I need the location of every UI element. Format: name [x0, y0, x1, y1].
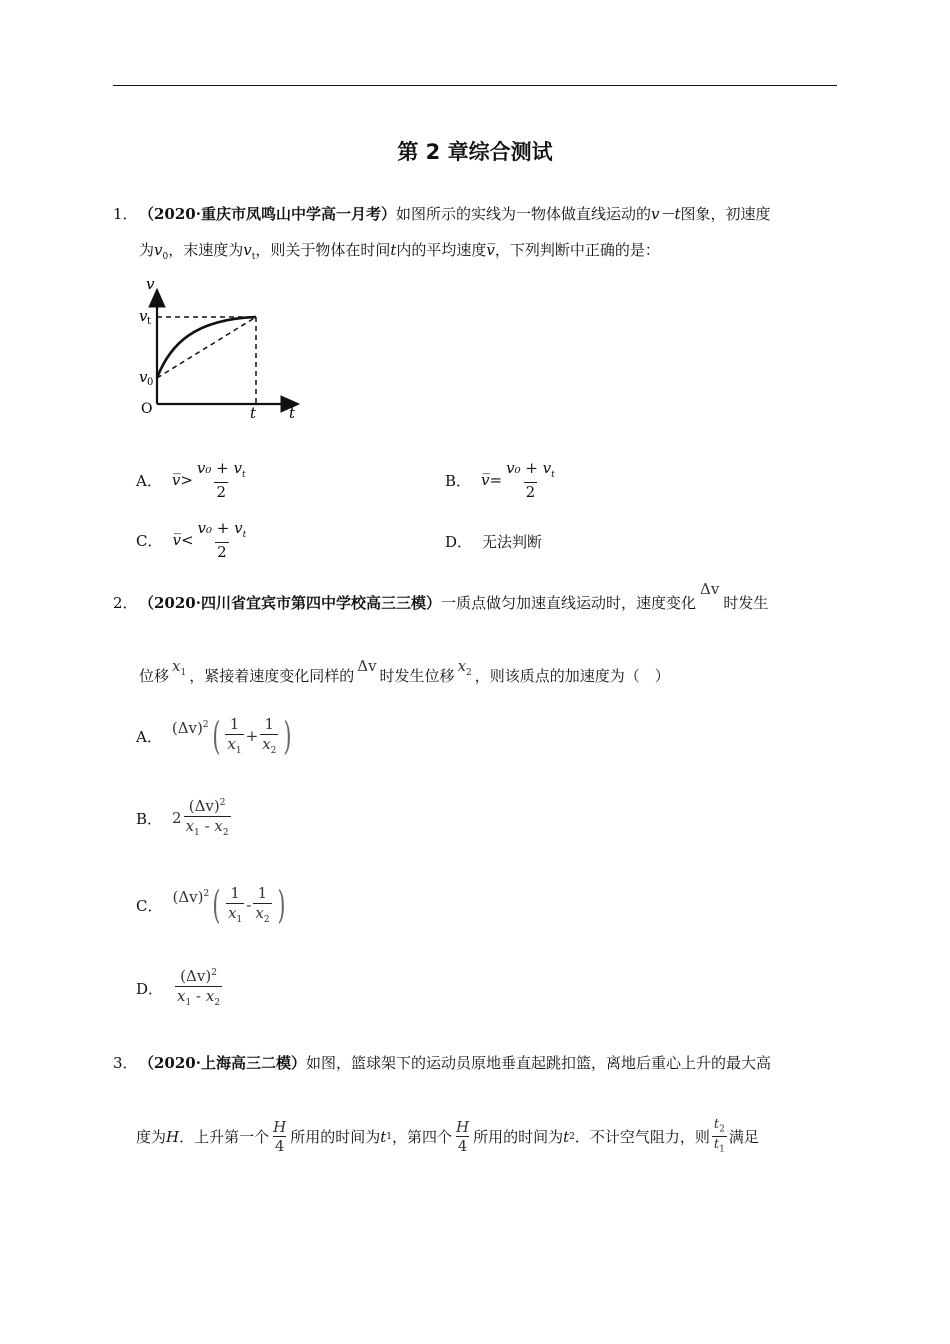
q1-line2 [139, 240, 660, 267]
q1-option-c-num: v₀ + v [197, 519, 243, 537]
q3-frac2-den: 4 [457, 1137, 468, 1156]
q1-vt-graph [130, 274, 310, 424]
q1-v0: v [154, 241, 163, 259]
q3-line2 [136, 1118, 759, 1156]
q1-option-c-op: < [180, 531, 194, 550]
q1-option-a-num-sub: t [241, 470, 246, 480]
q2-option-b-label: B． [136, 809, 163, 828]
q2-option-c-d2: x [255, 903, 264, 922]
q1-vbar: v̅ [486, 241, 495, 259]
graph-label-v0-sub: 0 [147, 377, 154, 388]
q1-option-c-den: 2 [217, 542, 227, 561]
q3-frac2-num: H [456, 1117, 470, 1136]
q1-option-d-text: 无法判断 [482, 533, 543, 551]
q2-option-a-n1: 1 [229, 715, 240, 733]
q1-v0-sub: 0 [162, 252, 169, 262]
q1-text-a: 为 [139, 241, 155, 259]
q1-text-d: 内的平均速度 [396, 241, 487, 259]
q1-option-c-num-sub: t [242, 530, 247, 540]
q1-option-c-lhs: v̅ [172, 531, 181, 550]
q2-option-a-exp: 2 [202, 720, 209, 731]
q2-option-c-d1s: 1 [236, 914, 243, 925]
q1-option-b[interactable] [445, 460, 559, 500]
q2-option-d-exp: 2 [211, 968, 217, 978]
q3-source: （2020·上海高三二模） [139, 1054, 306, 1072]
q1-text-e: ，下列判断中正确的是： [494, 241, 660, 259]
q3-t1-sub: 1 [386, 1131, 392, 1142]
q3-text-a: 度为 [136, 1127, 167, 1146]
q1-vt: v [243, 241, 252, 259]
q1-text-b: ，末速度为 [168, 241, 244, 259]
q3-number: 3． [113, 1054, 138, 1072]
q1-option-c-label: C． [136, 531, 163, 550]
graph-label-vt-sub: t [147, 316, 152, 327]
q1-t: t [390, 241, 397, 259]
q2-option-d-d1s: 1 [185, 997, 192, 1008]
q2-x2: x [457, 657, 467, 675]
q2-source: （2020·四川省宜宾市第四中学校高三三模） [139, 594, 441, 612]
q2-number: 2． [113, 594, 138, 612]
q1-text-c: ，则关于物体在时间 [255, 241, 391, 259]
q3-text-b: ．上升第一个 [179, 1127, 270, 1146]
q3-text-c: 所用的时间为 [290, 1127, 381, 1146]
q2-dv-1: Δv [700, 580, 720, 598]
q2-text-d: ，则该质点的加速度为（ ） [474, 667, 670, 685]
q2-x1: x [172, 657, 181, 675]
q1-option-b-den: 2 [525, 482, 536, 501]
graph-label-v0: v [139, 368, 148, 386]
q3-ratio-num: t [713, 1117, 720, 1132]
page-title: 第 2 章综合测试 [397, 140, 553, 164]
q1-option-a-frac [195, 460, 248, 500]
q3-t1: t [380, 1127, 387, 1146]
q1-option-b-num: v₀ + v [506, 459, 552, 477]
q2-option-a[interactable]: A． $(\Delta v)^2$ ( $\frac{1}{x_1}$ + $\frac{1}{x_2}$ ) [136, 714, 292, 759]
q2-x2-sub: 2 [466, 668, 472, 678]
q3-text-g: 满足 [728, 1127, 759, 1146]
q2-option-b[interactable] [136, 798, 233, 838]
q2-dv-2: Δv [357, 657, 377, 675]
q2-text-b: ，紧接着速度变化同样的 [189, 667, 355, 685]
q2-option-b-exp: 2 [219, 798, 226, 808]
q2-option-c-n1: 1 [230, 884, 240, 902]
q3-text-e: 所用的时间为 [473, 1127, 564, 1146]
q2-option-b-d1s: 1 [194, 827, 200, 838]
q2-text-a: 位移 [139, 667, 170, 685]
q2-option-a-sq: (Δv) [171, 719, 203, 738]
q1-option-b-label: B． [445, 471, 472, 490]
graph-axis-v: v [146, 275, 155, 293]
q2-option-c-n2: 1 [257, 884, 268, 902]
q2-option-d-num: (Δv) [180, 967, 212, 985]
q2-option-d-op: - [196, 986, 202, 1005]
q2-option-c-d2s: 2 [263, 914, 270, 925]
q1-option-b-op: = [489, 471, 503, 490]
q2-option-b-num: (Δv) [188, 797, 220, 815]
q3-t2-sub: 2 [569, 1131, 575, 1142]
q1-option-a-num: v₀ + v [196, 459, 242, 477]
graph-axis-t: t [289, 404, 296, 422]
q2-option-b-d1: x [185, 816, 195, 835]
q1-option-a-op: > [180, 471, 193, 490]
q2-option-b-d2: x [214, 816, 223, 835]
q1-option-d-label: D． [445, 533, 473, 551]
q3-ratio-den-sub: 1 [719, 1145, 725, 1156]
q3-text-d: ，第四个 [392, 1127, 453, 1146]
q1-option-a[interactable] [136, 460, 250, 500]
q2-option-a-d2s: 2 [270, 745, 277, 756]
q2-text: 一质点做匀加速直线运动时，速度变化 [440, 594, 696, 612]
q2-text-tail: 时发生 [723, 594, 769, 612]
q3-ratio-num-sub: 2 [719, 1124, 725, 1135]
q1-option-b-frac [504, 460, 557, 500]
q3-text: 如图，篮球架下的运动员原地垂直起跳扣篮，离地后重心上升的最大高 [305, 1054, 771, 1072]
q3-line1 [139, 1053, 771, 1073]
q2-option-a-d2: x [262, 734, 271, 753]
q3-text-f: ．不计空气阻力，则 [574, 1127, 710, 1146]
graph-label-t: t [250, 404, 257, 422]
q1-option-b-lhs: v̅ [481, 471, 490, 490]
q2-line1 [139, 580, 769, 613]
q2-option-c-sq: (Δv) [172, 888, 204, 907]
q3-H: H [166, 1127, 180, 1146]
q2-option-a-label: A． [136, 727, 162, 746]
q2-x1-sub: 1 [180, 668, 187, 678]
q1-number: 1． [113, 205, 138, 223]
q2-option-d-d2: x [205, 986, 215, 1005]
q2-option-c[interactable]: C． $(\Delta v)^2$ ( $\frac{1}{x_1}$ - $\frac{1}{x_2}$ ) [136, 883, 286, 928]
q1-text: 如图所示的实线为一物体做直线运动的 [395, 205, 651, 223]
q2-option-a-n2: 1 [264, 715, 275, 733]
q1-option-c-frac [196, 520, 249, 560]
q3-frac1-den: 4 [274, 1137, 285, 1156]
q2-option-d-d1: x [177, 986, 186, 1005]
q1-option-a-den: 2 [216, 482, 227, 501]
q1-source: （2020·重庆市凤鸣山中学高一月考） [139, 205, 396, 223]
q1-text-tail: 图象，初速度 [680, 205, 771, 223]
q3-frac1-num: H [273, 1117, 287, 1136]
header-rule [113, 85, 837, 86]
q2-option-c-exp: 2 [203, 889, 210, 900]
q2-option-c-d1: x [228, 903, 237, 922]
q1-option-b-num-sub: t [551, 470, 555, 480]
q2-option-a-d1s: 1 [235, 745, 242, 756]
q2-option-a-d1: x [227, 734, 236, 753]
q1-line1 [139, 204, 771, 224]
q2-option-b-op: - [204, 816, 210, 835]
graph-label-vt: v [139, 307, 148, 325]
q2-option-d-d2s: 2 [214, 997, 221, 1008]
q1-option-d[interactable] [445, 531, 542, 552]
q2-option-c-label: C． [136, 896, 163, 915]
graph-origin: O [141, 401, 153, 417]
q2-option-d-label: D． [136, 979, 164, 998]
q1-vt-symbol: v－t [651, 205, 681, 223]
q2-option-d[interactable] [136, 968, 224, 1008]
q2-line2 [139, 657, 670, 693]
q1-option-a-lhs: v̅ [171, 471, 181, 490]
q1-vt-sub: t [251, 252, 256, 262]
q1-option-c[interactable] [136, 520, 250, 560]
q2-option-b-coef: 2 [172, 809, 182, 828]
q2-text-c: 时发生位移 [379, 667, 455, 685]
q3-t2: t [563, 1127, 570, 1146]
q2-option-c-op: - [246, 896, 252, 915]
q3-ratio-den: t [713, 1137, 720, 1153]
q2-option-a-op: + [245, 727, 259, 746]
q2-option-b-d2s: 2 [222, 827, 229, 838]
q1-option-a-label: A． [136, 471, 162, 490]
